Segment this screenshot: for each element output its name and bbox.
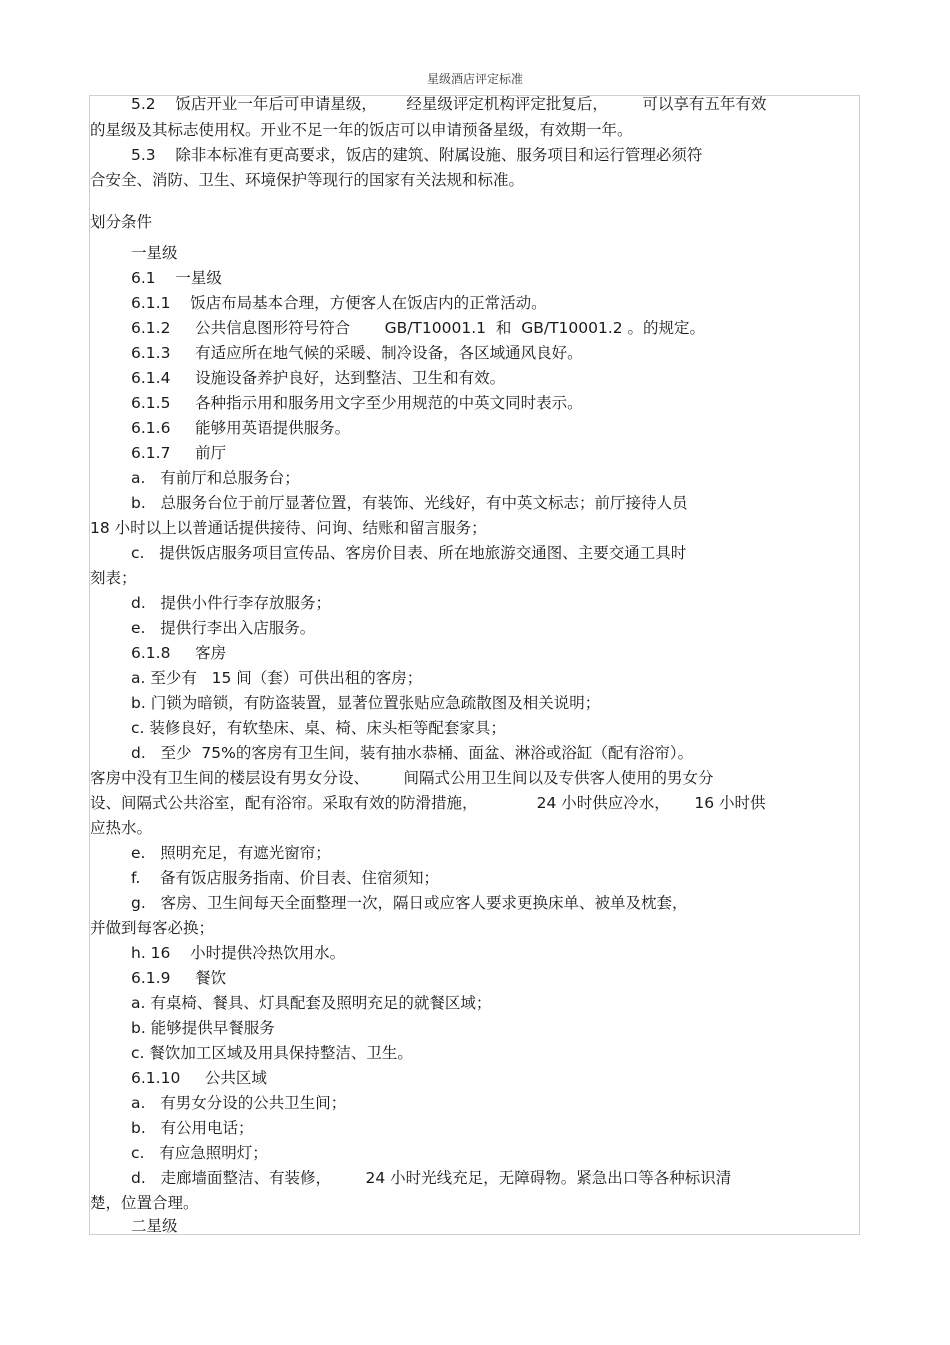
text-line: b. 能够提供早餐服务 <box>131 1019 275 1037</box>
text-line: 6.1.2 公共信息图形符号符合 GB/T10001.1 和 GB/T10001.2 。的规定。 <box>131 319 706 337</box>
text-line: a. 有桌椅、餐具、灯具配套及照明充足的就餐区域； <box>131 994 492 1012</box>
text-line: b. 门锁为暗锁，有防盗装置，显著位置张贴应急疏散图及相关说明； <box>131 694 601 712</box>
subsection-heading: 二星级 <box>131 1217 178 1235</box>
text-line: c. 装修良好，有软垫床、桌、椅、床头柜等配套家具； <box>131 719 506 737</box>
text-line: c. 提供饭店服务项目宣传品、客房价目表、所在地旅游交通图、主要交通工具时 <box>131 544 687 562</box>
subsection-heading: 一星级 <box>131 244 178 262</box>
text-line: 6.1.3 有适应所在地气候的采暖、制冷设备，各区域通风良好。 <box>131 344 583 362</box>
text-line: e. 提供行李出入店服务。 <box>131 619 316 637</box>
text-line: 应热水。 <box>90 819 153 837</box>
text-line: 并做到每客必换； <box>90 919 215 937</box>
text-line: 的星级及其标志使用权。开业不足一年的饭店可以申请预备星级，有效期一年。 <box>90 121 633 139</box>
text-line: 刻表； <box>90 569 137 587</box>
text-line: 6.1.1 饭店布局基本合理，方便客人在饭店内的正常活动。 <box>131 294 547 312</box>
text-line: d. 走廊墙面整洁、有装修， 24 小时光线充足，无障碍物。紧急出口等各种标识清 <box>131 1169 732 1187</box>
text-line: c. 有应急照明灯； <box>131 1144 268 1162</box>
text-line: 客房中没有卫生间的楼层设有男女分设、 间隔式公用卫生间以及专供客人使用的男女分 <box>90 769 714 787</box>
text-line: 6.1 一星级 <box>131 269 222 287</box>
text-line: a. 至少有 15 间（套）可供出租的客房； <box>131 669 423 687</box>
text-line: e. 照明充足，有遮光窗帘； <box>131 844 331 862</box>
text-line: d. 至少 75%的客房有卫生间，装有抽水恭桶、面盆、淋浴或浴缸（配有浴帘）。 <box>131 744 694 762</box>
text-line: g. 客房、卫生间每天全面整理一次，隔日或应客人要求更换床单、被单及枕套， <box>131 894 688 912</box>
text-line: b. 有公用电话； <box>131 1119 254 1137</box>
text-line: b. 总服务台位于前厅显著位置，有装饰、光线好，有中英文标志；前厅接待人员 <box>131 494 688 512</box>
text-line: a. 有前厅和总服务台； <box>131 469 300 487</box>
text-line: 6.1.6 能够用英语提供服务。 <box>131 419 351 437</box>
content-frame <box>89 95 860 1235</box>
page-header-title: 星级酒店评定标准 <box>426 72 523 86</box>
text-line: 6.1.5 各种指示用和服务用文字至少用规范的中英文同时表示。 <box>131 394 583 412</box>
section-heading: 划分条件 <box>90 213 153 231</box>
text-line: 楚，位置合理。 <box>90 1194 199 1212</box>
text-line: a. 有男女分设的公共卫生间； <box>131 1094 347 1112</box>
text-line: 合安全、消防、卫生、环境保护等现行的国家有关法规和标准。 <box>90 171 525 189</box>
text-line: 6.1.10 公共区域 <box>131 1069 267 1087</box>
text-line: 6.1.7 前厅 <box>131 444 227 462</box>
text-line: 6.1.9 餐饮 <box>131 969 227 987</box>
text-line: 设、间隔式公共浴室，配有浴帘。采取有效的防滑措施， 24 小时供应冷水， 16 小时供 <box>90 794 766 812</box>
text-line: 6.1.8 客房 <box>131 644 227 662</box>
text-line: c. 餐饮加工区域及用具保持整洁、卫生。 <box>131 1044 413 1062</box>
text-line: h. 16 小时提供冷热饮用水。 <box>131 944 346 962</box>
text-line: 18 小时以上以普通话提供接待、问询、结账和留言服务； <box>90 519 487 537</box>
text-line: 5.2 饭店开业一年后可申请星级， 经星级评定机构评定批复后， 可以享有五年有效 <box>131 95 767 113</box>
text-line: 6.1.4 设施设备养护良好，达到整洁、卫生和有效。 <box>131 369 506 387</box>
text-line: d. 提供小件行李存放服务； <box>131 594 332 612</box>
text-line: 5.3 除非本标准有更高要求，饭店的建筑、附属设施、服务项目和运行管理必须符 <box>131 146 703 164</box>
text-line: f. 备有饭店服务指南、价目表、住宿须知； <box>131 869 439 887</box>
